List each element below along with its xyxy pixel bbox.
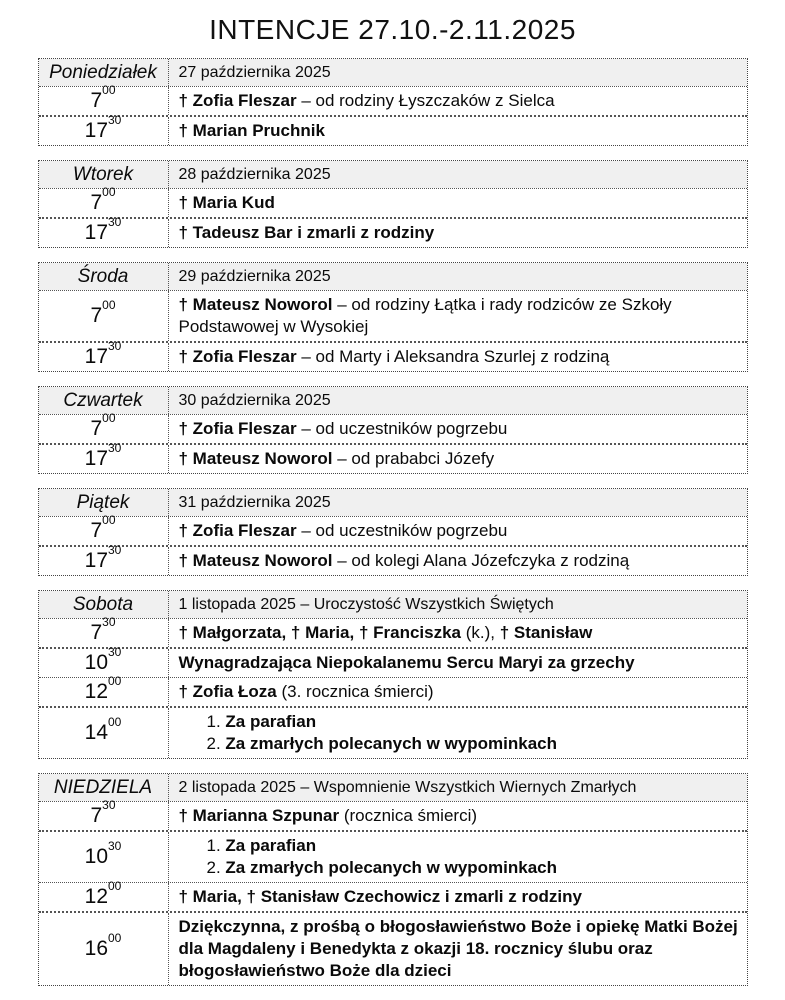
day-table-poniedzialek <box>38 58 748 146</box>
intention-text <box>179 90 739 112</box>
day-name: Sobota <box>72 594 134 615</box>
intention-segment: † Maria, † Stanisław Czechowicz i zmarli z rodziny <box>178 887 582 906</box>
time-label: $17^{30}$ <box>84 440 122 470</box>
day-name: NIEDZIELA <box>53 777 153 798</box>
time-label: $10^{30}$ <box>84 644 122 674</box>
intention-segment: † Zofia Fleszar <box>178 91 297 110</box>
intention-text <box>179 448 739 470</box>
mass-row <box>39 830 747 882</box>
day-table-niedziela <box>38 773 748 986</box>
intention-segment: (rocznica śmierci) <box>343 806 478 825</box>
mass-row <box>39 673 747 706</box>
date-label: 29 października 2025 <box>178 267 331 285</box>
intention-segment: Za parafian <box>225 836 317 855</box>
time-label: $7^{00}$ <box>90 184 116 214</box>
intention-segment: Za zmarłych polecanych w wypominkach <box>225 734 558 753</box>
time-label: $17^{30}$ <box>84 542 122 572</box>
date-label: 1 listopada 2025 – Uroczystość Wszystkich Świętych <box>178 595 554 613</box>
mass-row <box>39 112 747 145</box>
time-label: $12^{00}$ <box>84 673 122 703</box>
date-label: 30 października 2025 <box>178 391 331 409</box>
intention-text <box>179 622 739 644</box>
intention-text <box>179 550 739 572</box>
intention-segment: † Zofia Fleszar <box>178 347 297 366</box>
day-table-sroda <box>38 262 748 372</box>
intention-segment: (3. rocznica śmierci) <box>281 682 434 701</box>
intention-segment: † Mateusz Noworol <box>178 295 333 314</box>
intention-segment: Dziękczynna, z prośbą o błogosławieństwo Boże i opiekę Matki Bożej dla Magdaleny i Benedykta z okazji 18. rocznicy ślubu oraz błogosławieństwo Boże dla dzieci <box>178 917 738 980</box>
date-label: 2 listopada 2025 – Wspomnienie Wszystkich Wiernych Zmarłych <box>178 778 637 796</box>
mass-row <box>39 706 747 758</box>
day-header-row <box>39 591 747 618</box>
intention-segment: † Mateusz Noworol <box>178 449 333 468</box>
time-label: $7^{00}$ <box>90 512 116 542</box>
list-number: 1. <box>206 836 226 855</box>
time-label: $7^{00}$ <box>90 82 116 112</box>
time-label: $7^{00}$ <box>90 410 116 440</box>
intention-segment: Za zmarłych polecanych w wypominkach <box>225 858 558 877</box>
mass-row <box>39 82 747 115</box>
mass-row <box>39 440 747 473</box>
time-label: $17^{30}$ <box>84 338 122 368</box>
date-label: 31 października 2025 <box>178 493 331 511</box>
day-header-row <box>39 59 747 86</box>
intention-segment: † Zofia Fleszar <box>178 419 297 438</box>
intention-text <box>179 652 739 674</box>
intention-segment: – od Marty i Aleksandra Szurlej z rodziną <box>296 347 610 366</box>
intention-segment: – od rodziny Łątka i rady rodziców ze Szkoły Podstawowej w Wysokiej <box>178 295 672 336</box>
day-header-row <box>39 387 747 414</box>
intention-segment: † Zofia Łoza <box>178 682 282 701</box>
day-header-row <box>39 489 747 516</box>
day-table-piatek <box>38 488 748 576</box>
mass-row <box>39 338 747 371</box>
mass-row <box>39 878 747 911</box>
date-label: 28 października 2025 <box>178 165 331 183</box>
day-table-czwartek <box>38 386 748 474</box>
day-table-sobota <box>38 590 748 759</box>
day-header-row <box>39 161 747 188</box>
intention-segment: † Stanisław <box>499 623 593 642</box>
intention-segment: – od rodziny Łyszczaków z Sielca <box>296 91 555 110</box>
mass-row <box>39 290 747 341</box>
intention-segment: – od uczestników pogrzebu <box>296 419 508 438</box>
intention-text <box>179 294 739 338</box>
time-label: $17^{30}$ <box>84 112 122 142</box>
intention-segment: † Mateusz Noworol <box>178 551 333 570</box>
intention-segment: Wynagradzająca Niepokalanemu Sercu Maryi za grzechy <box>178 653 635 672</box>
list-number: 2. <box>206 734 226 753</box>
intention-text <box>179 120 739 142</box>
mass-row <box>39 512 747 545</box>
day-header-row <box>39 774 747 801</box>
time-label: $10^{30}$ <box>84 838 122 868</box>
page-title: INTENCJE 27.10.-2.11.2025 <box>209 14 576 45</box>
intention-list <box>179 835 739 879</box>
list-number: 1. <box>206 712 226 731</box>
day-name: Poniedziałek <box>49 62 157 83</box>
time-label: $12^{00}$ <box>84 878 122 908</box>
intention-segment: – od prababci Józefy <box>332 449 495 468</box>
intention-text <box>179 222 739 244</box>
intention-segment: † Tadeusz Bar i zmarli z rodziny <box>178 223 435 242</box>
intention-text <box>179 916 739 982</box>
mass-row <box>39 542 747 575</box>
time-label: $7^{00}$ <box>90 297 116 327</box>
time-label: $17^{30}$ <box>84 214 122 244</box>
day-name: Czwartek <box>63 390 143 411</box>
mass-row <box>39 214 747 247</box>
time-label: $14^{00}$ <box>84 714 122 744</box>
intention-text <box>179 520 739 542</box>
intention-segment: † Marianna Szpunar <box>178 806 344 825</box>
intention-segment: † Małgorzata, † Maria, † Franciszka <box>178 623 466 642</box>
time-label: $7^{30}$ <box>90 797 116 827</box>
intention-text <box>179 192 739 214</box>
time-label: $16^{00}$ <box>84 930 122 960</box>
list-number: 2. <box>206 858 226 877</box>
intention-segment: † Marian Pruchnik <box>178 121 325 140</box>
date-label: 27 października 2025 <box>178 63 331 81</box>
intention-segment: (k.), <box>465 623 500 642</box>
schedule <box>38 58 748 986</box>
intention-text <box>179 805 739 827</box>
intention-segment: – od kolegi Alana Józefczyka z rodziną <box>332 551 630 570</box>
mass-row <box>39 410 747 443</box>
intention-segment: Za parafian <box>225 712 317 731</box>
intention-segment: † Zofia Fleszar <box>178 521 297 540</box>
time-label: $7^{30}$ <box>90 614 116 644</box>
mass-row <box>39 644 747 677</box>
day-name: Wtorek <box>72 164 134 185</box>
intention-text <box>179 418 739 440</box>
day-name: Środa <box>77 266 129 287</box>
intention-text <box>179 346 739 368</box>
intention-segment: – od uczestników pogrzebu <box>296 521 508 540</box>
day-name: Piątek <box>76 492 130 513</box>
mass-row <box>39 614 747 647</box>
day-header-row <box>39 263 747 290</box>
mass-row <box>39 797 747 830</box>
intention-segment: † Maria Kud <box>178 193 275 212</box>
day-table-wtorek <box>38 160 748 248</box>
intention-list <box>179 711 739 755</box>
intention-text <box>179 681 739 703</box>
mass-row <box>39 911 747 985</box>
mass-row <box>39 184 747 217</box>
intention-text <box>179 886 739 908</box>
